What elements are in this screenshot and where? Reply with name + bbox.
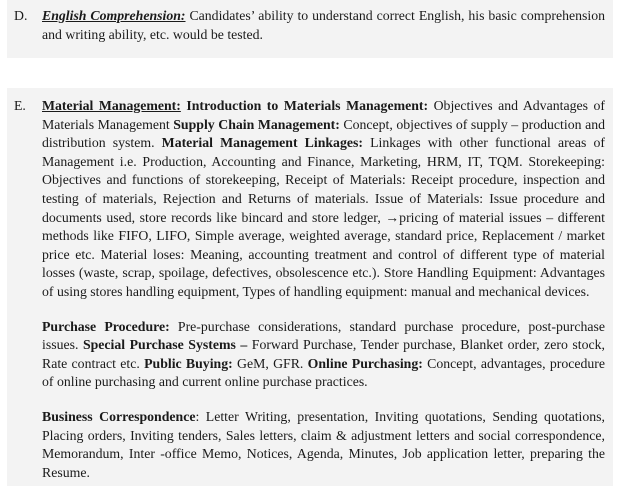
public-buying-text: GeM, GFR. <box>232 355 308 371</box>
intro-text: Objectives and Advantages of Materials Management <box>42 98 605 132</box>
section-d <box>7 0 613 58</box>
supply-chain-heading: Supply Chain Management: <box>173 116 340 132</box>
section-e-para-material-management <box>42 97 605 302</box>
public-buying-heading: Public Buying: <box>144 355 233 371</box>
business-correspondence-heading: Business Correspondence <box>42 408 196 424</box>
supply-chain-text: Concept, objectives of supply – production and distribution system. <box>42 116 605 151</box>
special-purchase-heading: Special Purchase Systems – <box>82 337 248 353</box>
section-e-para-correspondence <box>42 408 605 482</box>
section-d-text: Candidates’ ability to understand correct English, his basic comprehension and writing ability, etc. would be tested. <box>42 8 605 42</box>
section-e <box>7 88 613 486</box>
section-e-letter: E. <box>14 98 26 113</box>
purchase-procedure-heading: Purchase Procedure: <box>42 318 170 334</box>
section-d-body <box>42 7 605 44</box>
linkages-heading: Material Management Linkages: <box>161 135 363 151</box>
business-correspondence-text: : Letter Writing, presentation, Inviting quotations, Sending quotations, Placing orders, Inviting tenders, Sales letters, claim & adjustment letters and social correspondence, Memorandum, Inter -office Memo, Notices, Agenda, Minutes, Job application letter, preparing the Resume. <box>42 408 605 480</box>
online-purchasing-text: Concept, advantages, procedure of online purchasing and current online purchase practices. <box>42 355 606 390</box>
special-purchase-text: Forward Purchase, Tender purchase, Blanket order, zero stock, Rate contract etc. <box>42 337 605 371</box>
section-d-heading: English Comprehension: <box>42 8 186 23</box>
intro-heading: Introduction to Materials Management: <box>180 98 429 113</box>
material-management-heading: Material Management: <box>42 98 181 113</box>
section-e-para-purchase <box>42 318 605 392</box>
online-purchasing-heading: Online Purchasing: <box>307 355 423 371</box>
purchase-procedure-text: Pre-purchase considerations, standard purchase procedure, post-purchase issues. <box>42 318 605 353</box>
linkages-text: Linkages with other functional areas of Management i.e. Production, Accounting and Finance, Marketing, HRM, IT, TQM. Storekeeping: Objectives and functions of storekeeping, Receipt of Materials: Receipt procedure, inspection and testing of materials, Rejection and Returns of materials. Issue of Materials: Issue procedure and documents used, store records like bincard and store ledger, →pricing of material issues – different methods like FIFO, LIFO, Simple average, weighted average, standard price, Replacement / market price etc. Material loses: Meaning, accounting treatment and control of different type of material losses (waste, scrap, spoilage, defectives, obsolescence etc.). Store Handling Equipment: Advantages of using stores handling equipment, Types of handling equipment: manual and mechanical devices. <box>42 135 605 299</box>
section-d-letter: D. <box>14 8 28 23</box>
